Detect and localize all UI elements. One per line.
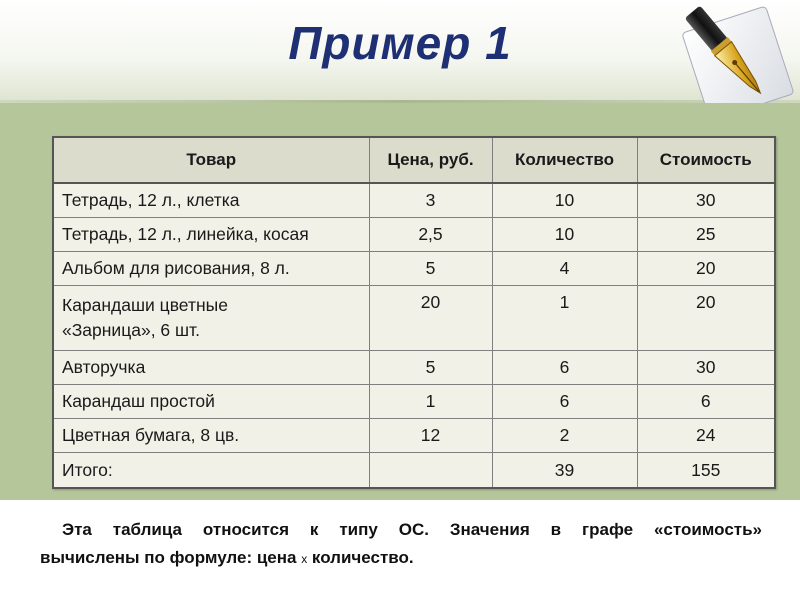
total-cost: 155 [637,453,775,489]
explanation-line2-end: количество. [307,548,414,567]
cell-price: 12 [369,419,492,453]
cell-quantity: 4 [492,252,637,286]
explanation-text [40,516,762,573]
cell-cost: 30 [637,351,775,385]
slide-title: Пример 1 [288,17,512,69]
table-row [53,286,775,351]
cell-product: Цветная бумага, 8 цв. [53,419,369,453]
table-row [53,351,775,385]
cell-product: Карандаш простой [53,385,369,419]
goods-table [52,136,776,489]
cell-price: 20 [369,286,492,351]
cell-price: 3 [369,183,492,218]
explanation-line2 [40,548,414,567]
table-row [53,385,775,419]
cell-product-line1: Карандаши цветные [62,295,228,315]
explanation-line2-start: вычислены по формуле: цена [40,548,302,567]
header-quantity: Количество [492,137,637,183]
total-price [369,453,492,489]
cell-price: 5 [369,351,492,385]
header-product: Товар [53,137,369,183]
cell-cost: 25 [637,218,775,252]
cell-price: 5 [369,252,492,286]
header-price: Цена, руб. [369,137,492,183]
cell-quantity: 10 [492,218,637,252]
cell-cost: 6 [637,385,775,419]
cell-quantity: 1 [492,286,637,351]
cell-quantity: 2 [492,419,637,453]
cell-product [53,286,369,351]
multiply-sign: х [301,552,308,566]
cell-cost: 20 [637,252,775,286]
table-row [53,419,775,453]
cell-product: Тетрадь, 12 л., линейка, косая [53,218,369,252]
header-cost: Стоимость [637,137,775,183]
table-header-row [53,137,775,183]
explanation-line1: Эта таблица относится к типу ОС. Значения в графе «стоимость» [62,520,762,539]
total-label: Итого: [53,453,369,489]
total-quantity: 39 [492,453,637,489]
cell-product: Альбом для рисования, 8 л. [53,252,369,286]
table-row [53,218,775,252]
table-total-row [53,453,775,489]
cell-quantity: 6 [492,351,637,385]
cell-product: Авторучка [53,351,369,385]
cell-product: Тетрадь, 12 л., клетка [53,183,369,218]
cell-product-line2: «Зарница», 6 шт. [62,320,200,340]
cell-cost: 20 [637,286,775,351]
cell-quantity: 10 [492,183,637,218]
cell-price: 2,5 [369,218,492,252]
cell-cost: 30 [637,183,775,218]
cell-cost: 24 [637,419,775,453]
table-row [53,183,775,218]
cell-price: 1 [369,385,492,419]
table-row [53,252,775,286]
cell-quantity: 6 [492,385,637,419]
